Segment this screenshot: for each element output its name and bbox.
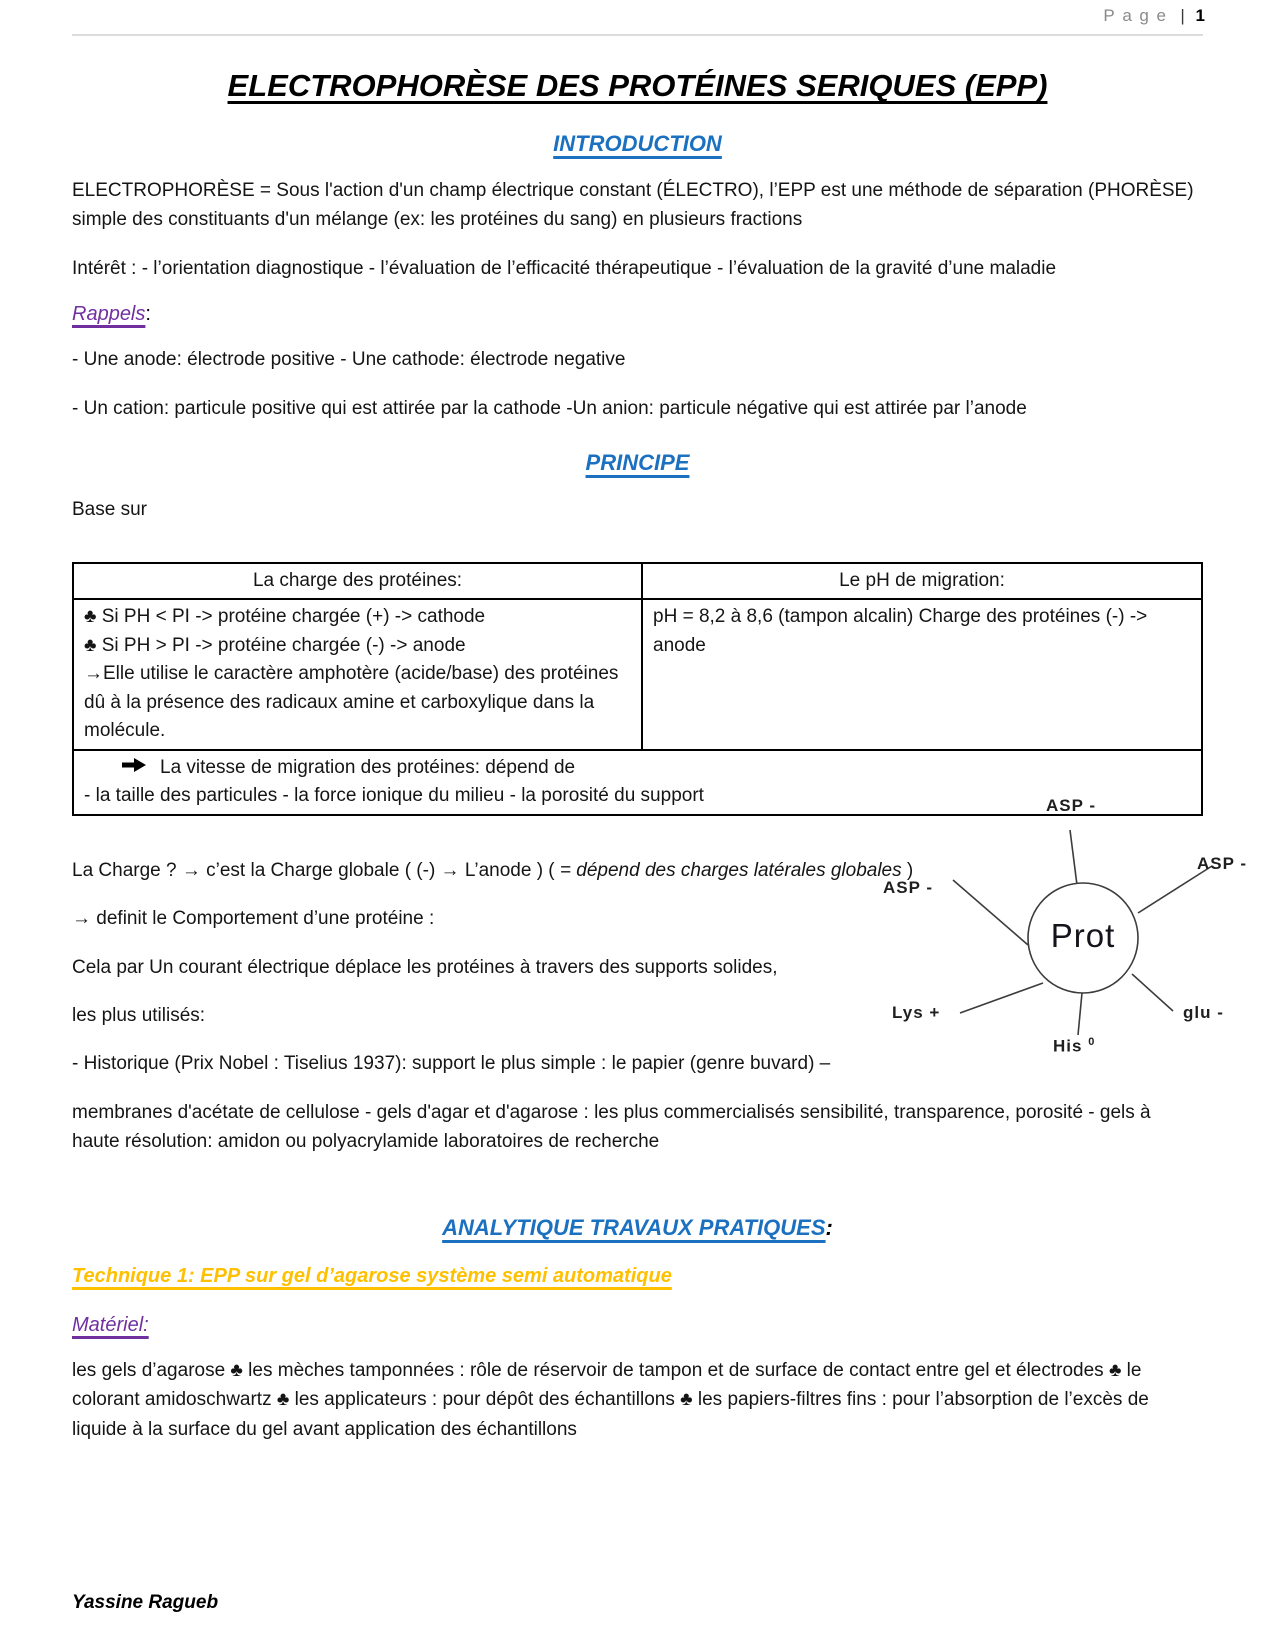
heading-technique-1: Technique 1: EPP sur gel d’agarose système semi automatique bbox=[72, 1264, 672, 1287]
table-header-row bbox=[73, 563, 1202, 600]
heading-introduction: INTRODUCTION bbox=[553, 131, 722, 156]
paragraph-rappel-electrodes: - Une anode: électrode positive - Une cathode: électrode negative bbox=[72, 349, 626, 371]
vitesse-text: La vitesse de migration des protéines: dépend de bbox=[160, 756, 576, 778]
diagram-label-lys: Lys + bbox=[892, 1003, 941, 1022]
heading-principe: PRINCIPE bbox=[585, 450, 690, 476]
page-header-label: Page bbox=[1103, 6, 1174, 25]
table-body-row bbox=[73, 599, 1202, 750]
paragraph-base-sur: Base sur bbox=[72, 499, 147, 521]
charge-rule-1: ♣ Si PH < PI -> protéine chargée (+) -> cathode bbox=[84, 606, 486, 628]
diagram-label-asp-upper-right: ASP - bbox=[1197, 854, 1248, 873]
heading-materiel: Matériel: bbox=[72, 1313, 149, 1336]
author-signature: Yassine Ragueb bbox=[72, 1592, 219, 1613]
paragraph-historique: - Historique (Prix Nobel : Tiselius 1937): support le plus simple : le papier (genre buvard) – bbox=[72, 1053, 831, 1075]
table-header-charge: La charge des protéines: bbox=[73, 563, 642, 600]
heading-analytique: ANALYTIQUE TRAVAUX PRATIQUES: bbox=[442, 1214, 833, 1240]
paragraph-utilises: les plus utilisés: bbox=[72, 1004, 206, 1026]
protein-charge-diagram bbox=[870, 750, 1270, 1070]
document-body bbox=[72, 48, 1203, 1444]
table-cell-charge bbox=[73, 599, 642, 750]
page-number: 1 bbox=[1195, 6, 1205, 25]
diagram-label-asp-top: ASP - bbox=[1046, 796, 1097, 815]
paragraph-membranes: membranes d'acétate de cellulose - gels d'agar et d'agarose : les plus commercialisés sensibilité, transparence, porosité - gels à haute résolution: amidon ou polyacrylamide laboratoires de recherche bbox=[72, 1101, 1151, 1153]
paragraph-definition: ELECTROPHORÈSE = Sous l'action d'un champ électrique constant (ÉLECTRO), l’EPP est une méthode de séparation (PHORÈSE) simple des constituants d'un mélange (ex: les protéines du sang) en plusieurs fractions bbox=[72, 180, 1194, 231]
paragraph-cela: Cela par Un courant électrique déplace les protéines à travers des supports solides, bbox=[72, 956, 778, 978]
diagram-center-label: Prot bbox=[1050, 917, 1116, 954]
paragraph-charge: La Charge ? → c’est la Charge globale ( (-) → L’anode ) ( = dépend des charges latérales globales ) bbox=[72, 859, 914, 881]
page-header bbox=[1103, 6, 1205, 26]
page-header-separator: | bbox=[1180, 6, 1185, 25]
table-cell-ph: pH = 8,2 à 8,6 (tampon alcalin) Charge des protéines (-) -> anode bbox=[642, 599, 1202, 750]
paragraph-rappel-ions: - Un cation: particule positive qui est attirée par la cathode -Un anion: particule négative qui est attirée par l’anode bbox=[72, 397, 1027, 419]
document-title: ELECTROPHORÈSE DES PROTÉINES SERIQUES (EPP) bbox=[227, 68, 1048, 103]
vitesse-factors: - la taille des particules - la force ionique du milieu - la porosité du support bbox=[84, 785, 704, 807]
heading-rappels: Rappels: bbox=[72, 303, 151, 326]
table-header-ph: Le pH de migration: bbox=[642, 563, 1202, 600]
diagram-label-his: His $^0$ bbox=[1053, 1036, 1096, 1056]
header-divider bbox=[72, 34, 1203, 36]
charge-rule-2: ♣ Si PH > PI -> protéine chargée (-) -> anode bbox=[84, 634, 466, 656]
diagram-label-glu: glu - bbox=[1183, 1003, 1224, 1022]
diagram-label-asp-left: ASP - bbox=[883, 878, 934, 897]
paragraph-interet: Intérêt : - l’orientation diagnostique - l’évaluation de l’efficacité thérapeutique - l’évaluation de la gravité d’une maladie bbox=[72, 257, 1057, 279]
charge-rule-3: →Elle utilise le caractère amphotère (acide/base) des protéines dû à la présence des radicaux amine et carboxylique dans la molécule. bbox=[84, 663, 619, 742]
right-arrow-icon bbox=[122, 754, 146, 783]
paragraph-comportement: → definit le Comportement d’une protéine : bbox=[72, 908, 435, 930]
paragraph-materiel: les gels d’agarose ♣ les mèches tamponnées : rôle de réservoir de tampon et de surface de contact entre gel et électrodes ♣ le colorant amidoschwartz ♣ les applicateurs : pour dépôt des échantillons ♣ les papiers-filtres fins : pour l’absorption de l’excès de liquide à la surface du gel avant application des échantillons bbox=[72, 1359, 1149, 1440]
